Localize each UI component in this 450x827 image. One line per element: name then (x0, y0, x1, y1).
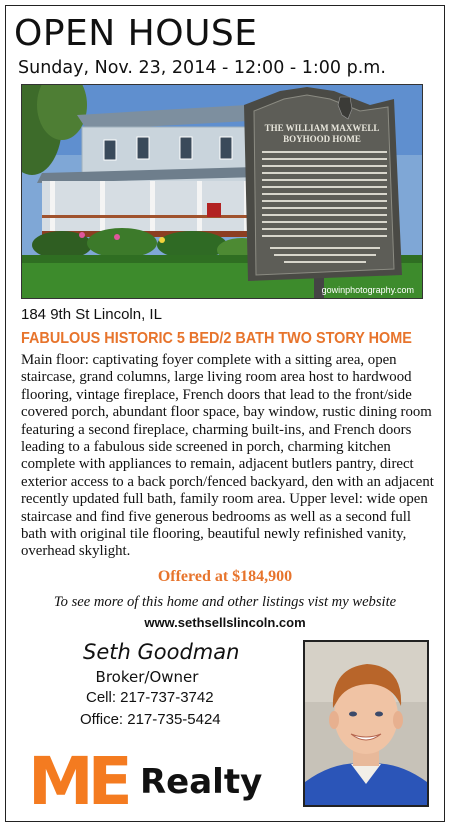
listing-headline: FABULOUS HISTORIC 5 BED/2 BATH TWO STORY HOME (21, 330, 412, 347)
me-realty-logo-graphic (28, 744, 290, 810)
house-photo (21, 84, 423, 299)
me-realty-logo (28, 744, 290, 810)
agent-portrait (305, 642, 427, 805)
plaque-title-1: THE WILLIAM MAXWELL (264, 123, 380, 133)
agent-name: Seth Goodman (83, 640, 240, 664)
agent-office-phone: Office: 217-735-5424 (80, 711, 221, 728)
website-prompt: To see more of this home and other listings vist my website (53, 594, 397, 610)
page-title: OPEN HOUSE (14, 13, 258, 54)
agent-headshot (303, 640, 429, 807)
photo-credit: gowinphotography.com (321, 285, 414, 295)
logo-word: Realty (140, 762, 263, 802)
property-address: 184 9th St Lincoln, IL (21, 306, 162, 323)
event-date-time: Sunday, Nov. 23, 2014 - 12:00 - 1:00 p.m. (18, 58, 386, 78)
agent-title: Broker/Owner (95, 668, 199, 686)
listing-description: Main floor: captivating foyer complete with a sitting area, open staircase, grand columns, large living room area host to hardwood flooring, vintage fireplace, French doors that lead to the front/side covered porch, abundant floor space, bay window, rustic dining room featuring a second fireplace, charming built-ins, and French doors leading to a fabulous side screened in porch, charming kitchen complete with appliances to remain, adjacent butlers pantry, direct exterior access to a back porch/fenced backyard, den with an adjacent recently updated full bath, family room area. Upper level: wide open staircase and find five generous bedrooms as well as a second full bath with original tile flooring, beautiful newly refinished vanity, overhead skylight. (21, 352, 434, 560)
agent-cell-phone: Cell: 217-737-3742 (86, 689, 214, 706)
plaque-title-2: BOYHOOD HOME (283, 134, 361, 144)
house-photo-illustration (22, 85, 422, 298)
listing-price: Offered at $184,900 (157, 568, 293, 585)
website-link[interactable]: www.sethsellslincoln.com (144, 615, 306, 630)
logo-mark: ME (28, 744, 127, 810)
